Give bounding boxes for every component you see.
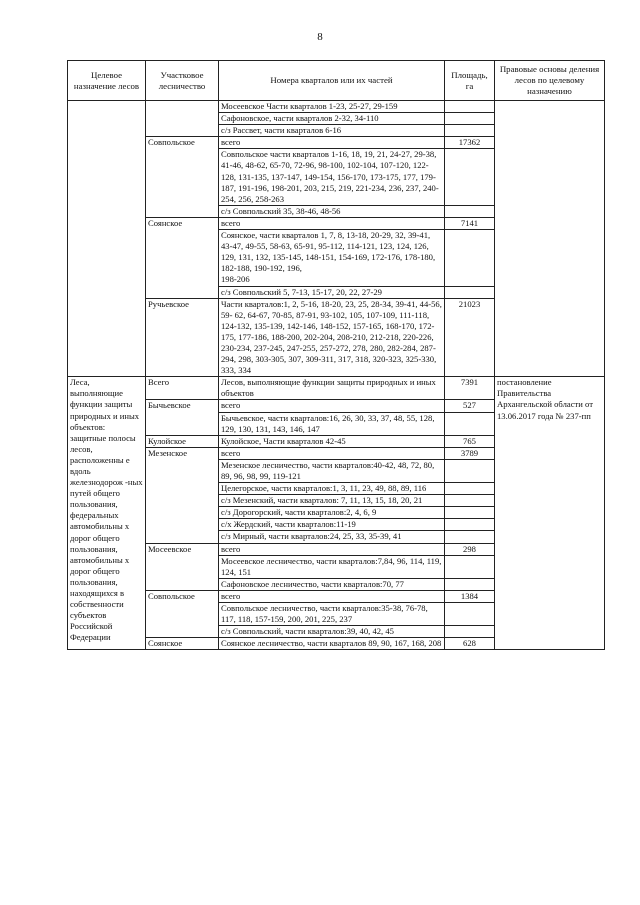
area-cell	[445, 459, 495, 482]
area-value: 17362	[445, 137, 495, 149]
table-row	[68, 101, 605, 113]
total-label: всего	[219, 447, 445, 459]
area-cell	[445, 531, 495, 543]
purpose-cell: Леса, выполняющие функции защиты природных и иных объектов: защитные полосы лесов, расположенны е вдоль железнодорож -ных путей общего пользования, федеральных автомобильны х дорог общего пользования, автомобильны х дорог общего пользования, находящихся в собственности субъектов Российской Федерации	[68, 377, 146, 650]
quarters-cell: Кулойское, Части кварталов 42-45	[219, 435, 445, 447]
basis-cell-continued	[495, 101, 605, 377]
quarters-cell	[219, 230, 445, 286]
area-cell	[445, 101, 495, 113]
area-cell	[445, 205, 495, 217]
area-cell	[445, 507, 495, 519]
quarters-cell: с/з Рассвет, части кварталов 6-16	[219, 125, 445, 137]
header-basis: Правовые основы деления лесов по целевому назначению	[495, 61, 605, 101]
quarters-cell: с/х Жердский, части кварталов:11-19	[219, 519, 445, 531]
area-value: 1384	[445, 590, 495, 602]
forestry-cell-continued	[146, 101, 219, 137]
quarters-cell: Мосеевское лесничество, части кварталов:7,84, 96, 114, 119, 124, 151	[219, 555, 445, 578]
quarters-cell: с/з Мезенский, части кварталов: 7, 11, 13, 15, 18, 20, 21	[219, 495, 445, 507]
table-header-row	[68, 61, 605, 101]
quarters-cell: Сафоновское лесничество, части кварталов:70, 77	[219, 578, 445, 590]
area-value: 298	[445, 543, 495, 555]
header-quarters: Номера кварталов или их частей	[219, 61, 445, 101]
total-label: всего	[219, 137, 445, 149]
table-row	[68, 377, 605, 400]
quarters-text-continued: 198-206	[221, 274, 250, 285]
page-number: 8	[317, 31, 323, 43]
quarters-cell: с/з Дорогорский, части кварталов:2, 4, 6, 9	[219, 507, 445, 519]
area-value: 7141	[445, 217, 495, 229]
area-value: 628	[445, 638, 495, 650]
quarters-cell: Части кварталов:1, 2, 5-16, 18-20, 23, 25, 28-34, 39-41, 44-56, 59- 62, 64-67, 70-85, 87-91, 93-102, 105, 107-109, 111-118, 124-132, 135-139, 142-146, 148-152, 157-165, 168-170, 172-175, 177-186, 188-200, 202-204, 208-210, 212-218, 220-226, 230-234, 237-245, 247-255, 257-272, 278, 280, 282-284, 287-294, 298, 303-305, 307, 309-311, 317, 318, 320-323, 325-330, 333, 334	[219, 298, 445, 377]
header-purpose: Целевое назначение лесов	[68, 61, 146, 101]
area-value: 3789	[445, 447, 495, 459]
area-cell	[445, 113, 495, 125]
area-value: 21023	[445, 298, 495, 377]
area-cell	[445, 149, 495, 205]
forestry-name: Совпольское	[146, 590, 219, 637]
area-cell	[445, 230, 495, 286]
total-label: всего	[219, 590, 445, 602]
quarters-cell: Сафоновское, части кварталов 2-32, 34-110	[219, 113, 445, 125]
quarters-cell: Мезенское лесничество, части кварталов:40-42, 48, 72, 80, 89, 96, 98, 99, 119-121	[219, 459, 445, 482]
total-label: всего	[219, 543, 445, 555]
legal-basis-cell: постановление Правительства Архангельской области от 13.06.2017 года № 237-пп	[495, 377, 605, 650]
quarters-cell: Совпольское лесничество, части кварталов:35-38, 76-78, 117, 118, 157-159, 200, 201, 225, 237	[219, 603, 445, 626]
forestry-name: Совпольское	[146, 137, 219, 218]
purpose-cell-continued	[68, 101, 146, 377]
area-cell	[445, 626, 495, 638]
area-cell	[445, 286, 495, 298]
quarters-cell: Бычьевское, части кварталов:16, 26, 30, 33, 37, 48, 55, 128, 129, 130, 131, 143, 146, 147	[219, 412, 445, 435]
header-forestry: Участковое лесничество	[146, 61, 219, 101]
forestry-name: Мезенское	[146, 447, 219, 543]
area-cell	[445, 495, 495, 507]
quarters-cell: Лесов, выполняющие функции защиты природных и иных объектов	[219, 377, 445, 400]
area-cell	[445, 578, 495, 590]
total-label: всего	[219, 400, 445, 412]
quarters-cell: Мосеевское Части кварталов 1-23, 25-27, 29-159	[219, 101, 445, 113]
header-area: Площадь, га	[445, 61, 495, 101]
forestry-name: Кулойское	[146, 435, 219, 447]
area-cell	[445, 555, 495, 578]
area-value: 765	[445, 435, 495, 447]
quarters-cell: с/з Совпольский 5, 7-13, 15-17, 20, 22, 27-29	[219, 286, 445, 298]
quarters-cell: с/з Совпольский, части кварталов:39, 40, 42, 45	[219, 626, 445, 638]
quarters-text: Соянское, части кварталов 1, 7, 8, 13-18, 20-29, 32, 39-41, 43-47, 49-55, 58-63, 65-91, 95-112, 114-121, 123, 124, 126, 129, 131, 132, 135-145, 148-151, 154-169, 172-176, 178-180, 182-188, 190-192, 196,	[221, 230, 436, 274]
area-value: 7391	[445, 377, 495, 400]
area-cell	[445, 125, 495, 137]
forestry-name: Соянское	[146, 217, 219, 298]
quarters-cell: Совпольское части кварталов 1-16, 18, 19, 21, 24-27, 29-38, 41-46, 48-62, 65-70, 72-96, 98-100, 102-104, 107-120, 122-128, 131-135, 137-147, 149-154, 156-170, 173-175, 177, 179-187, 191-196, 198-201, 203, 215, 219, 221-234, 236, 237, 240-254, 256, 258-263	[219, 149, 445, 205]
quarters-cell: с/з Мирный, части кварталов:24, 25, 33, 35-39, 41	[219, 531, 445, 543]
total-label: всего	[219, 217, 445, 229]
quarters-cell: Соянское лесничество, части кварталов 89, 90, 167, 168, 208	[219, 638, 445, 650]
area-cell	[445, 412, 495, 435]
quarters-cell: с/з Совпольский 35, 38-46, 48-56	[219, 205, 445, 217]
forest-purpose-table	[67, 60, 605, 650]
quarters-cell: Целегорское, части кварталов:1, 3, 11, 23, 49, 88, 89, 116	[219, 483, 445, 495]
area-cell	[445, 519, 495, 531]
forestry-name: Соянское	[146, 638, 219, 650]
forestry-name: Бычьевское	[146, 400, 219, 435]
forestry-name: Мосеевское	[146, 543, 219, 590]
area-value: 527	[445, 400, 495, 412]
forestry-name: Ручьевское	[146, 298, 219, 377]
area-cell	[445, 603, 495, 626]
area-cell	[445, 483, 495, 495]
forestry-name: Всего	[146, 377, 219, 400]
